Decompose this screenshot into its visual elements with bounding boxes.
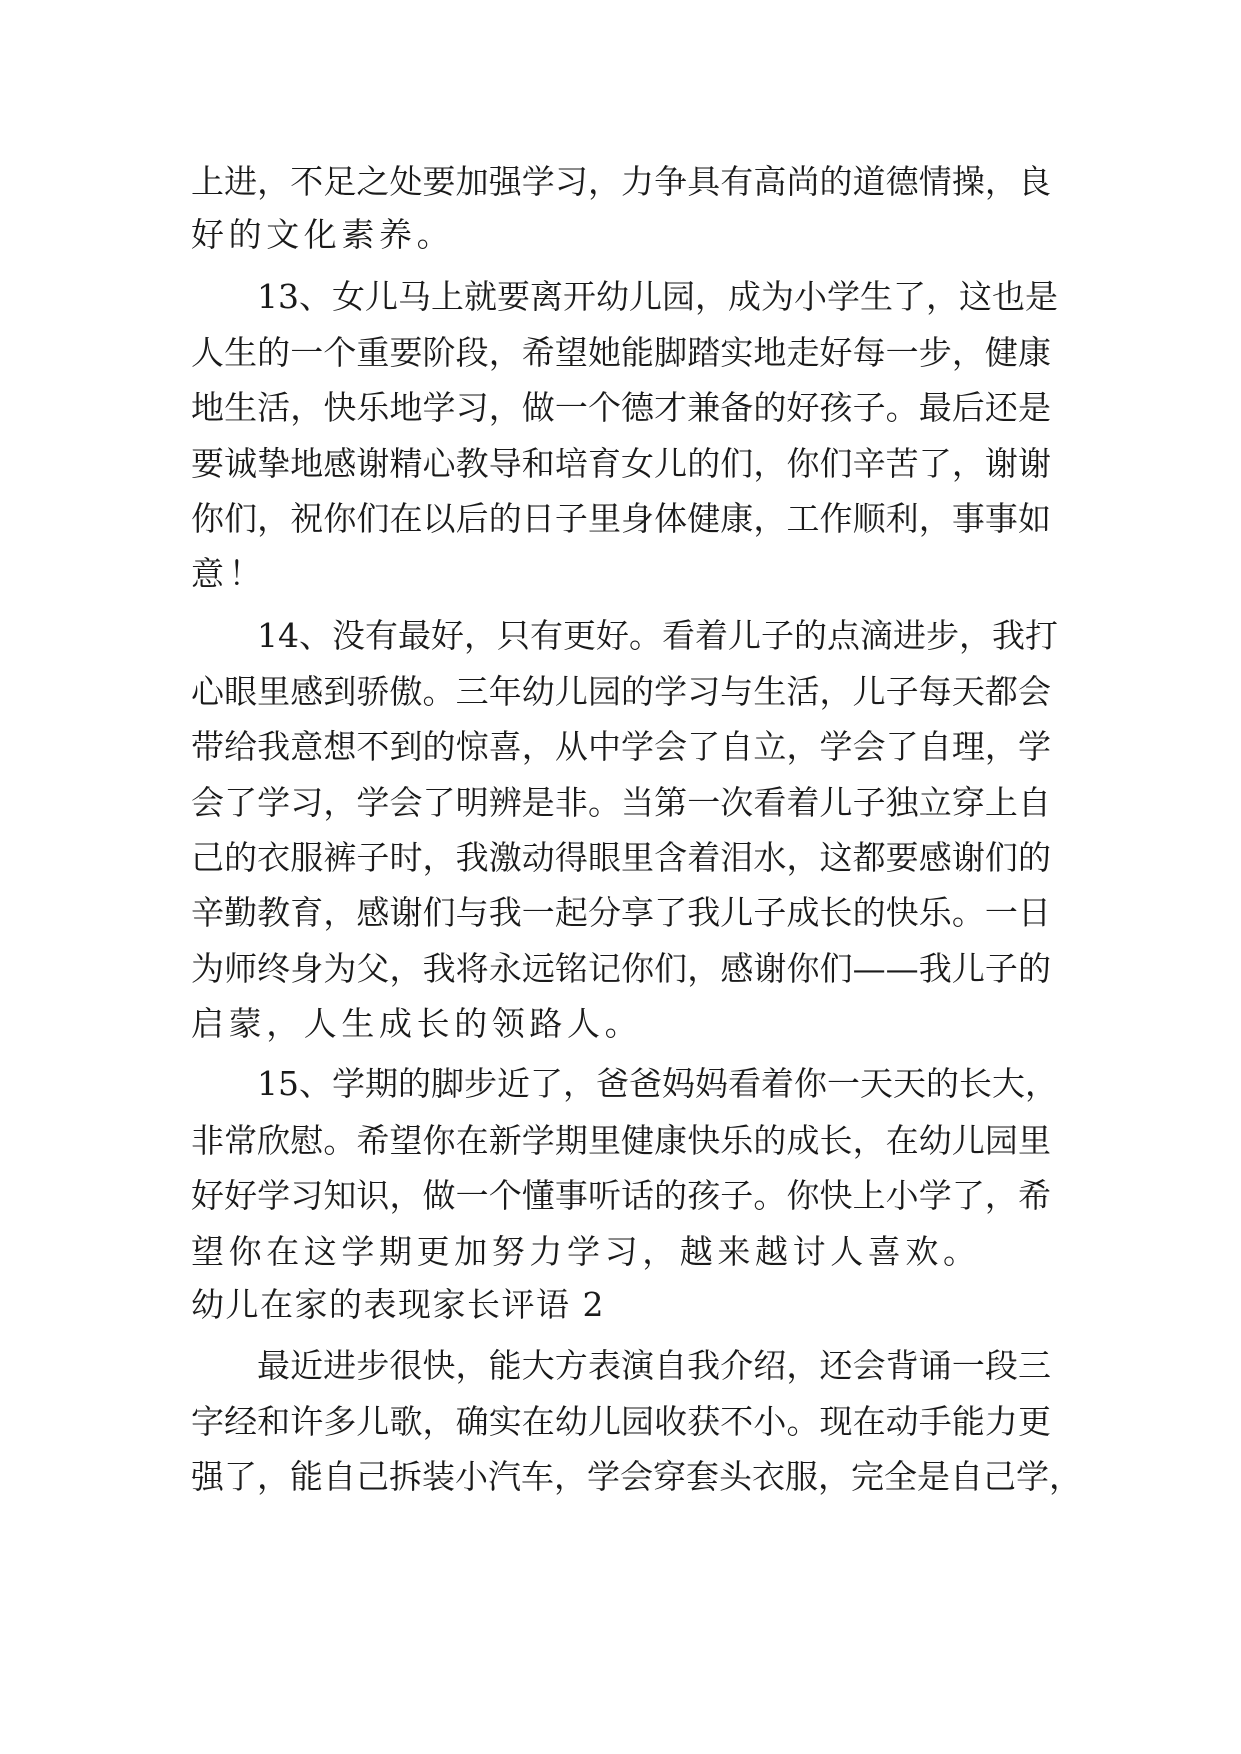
paragraph-14-first-line: 14、没有最好，只有更好。看着儿子的点滴进步，我打 [257, 616, 1058, 655]
text-line: 人生的一个重要阶段，希望她能脚踏实地走好每一步，健康 [191, 333, 1051, 372]
text-line: 地生活，快乐地学习，做一个德才兼备的好孩子。最后还是 [191, 388, 1051, 427]
paragraph-first-line: 最近进步很快，能大方表演自我介绍，还会背诵一段三 [257, 1346, 1051, 1385]
text-line: 心眼里感到骄傲。三年幼儿园的学习与生活，儿子每天都会 [191, 672, 1051, 711]
section-heading: 幼儿在家的表现家长评语 2 [191, 1285, 605, 1324]
text-line: 要诚挚地感谢精心教导和培育女儿的们，你们辛苦了，谢谢 [191, 444, 1051, 483]
text-line: 为师终身为父，我将永远铭记你们，感谢你们——我儿子的 [191, 949, 1051, 988]
text-line: 你们，祝你们在以后的日子里身体健康，工作顺利，事事如 [191, 499, 1051, 538]
text-line: 望你在这学期更加努力学习，越来越讨人喜欢。 [191, 1232, 981, 1271]
text-line: 非常欣慰。希望你在新学期里健康快乐的成长，在幼儿园里 [191, 1121, 1051, 1160]
paragraph-13-first-line: 13、女儿马上就要离开幼儿园，成为小学生了，这也是 [257, 277, 1058, 316]
text-line: 好的文化素养。 [191, 215, 455, 254]
text-line: 己的衣服裤子时，我激动得眼里含着泪水，这都要感谢们的 [191, 838, 1051, 877]
text-line: 好好学习知识，做一个懂事听话的孩子。你快上小学了，希 [191, 1176, 1051, 1215]
text-line: 字经和许多儿歌，确实在幼儿园收获不小。现在动手能力更 [191, 1402, 1051, 1441]
text-line: 带给我意想不到的惊喜，从中学会了自立，学会了自理，学 [191, 727, 1051, 766]
paragraph-15-first-line: 15、学期的脚步近了，爸爸妈妈看着你一天天的长大， [257, 1064, 1058, 1103]
text-line: 会了学习，学会了明辨是非。当第一次看着儿子独立穿上自 [191, 783, 1051, 822]
text-line: 上进，不足之处要加强学习，力争具有高尚的道德情操，良 [191, 162, 1051, 201]
text-line: 辛勤教育，感谢们与我一起分享了我儿子成长的快乐。一日 [191, 893, 1051, 932]
text-line: 意！ [191, 554, 267, 593]
text-line: 启蒙，人生成长的领路人。 [191, 1004, 643, 1043]
text-line: 强了，能自己拆装小汽车，学会穿套头衣服，完全是自己学， [191, 1457, 1082, 1496]
